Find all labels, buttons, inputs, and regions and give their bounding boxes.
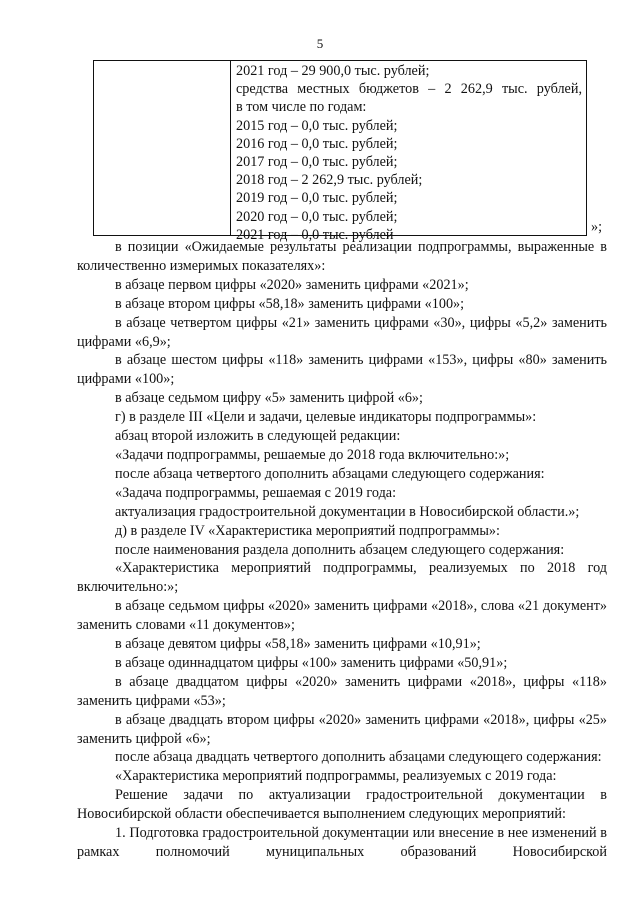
table-column-divider	[230, 61, 231, 235]
financing-table	[93, 60, 587, 243]
paragraph: в абзаце седьмом цифры «2020» заменить цифрами «2018», слова «21 документ» заменить словами «11 документов»;	[77, 598, 607, 634]
paragraph: 1. Подготовка градостроительной документации или внесение в нее изменений в рамках полномочий муниципальных образований Новосибирской	[77, 825, 607, 860]
document-body	[77, 238, 607, 862]
table-line: 2015 год – 0,0 тыс. рублей;	[236, 117, 398, 134]
table-line: 2021 год – 0,0 тыс. рублей	[236, 226, 394, 243]
page-number: 5	[316, 36, 324, 51]
table-cell-content	[236, 62, 582, 244]
paragraph: в абзаце двадцатом цифры «2020» заменить цифрами «2018», цифры «118» заменить цифрами «53»;	[77, 673, 607, 709]
paragraph: д) в разделе IV «Характеристика мероприятий подпрограммы»:	[115, 522, 500, 539]
table-line: 2020 год – 0,0 тыс. рублей;	[236, 208, 398, 225]
table-closing-quote: »;	[591, 219, 603, 235]
paragraph: после абзаца двадцать четвертого дополнить абзацами следующего содержания:	[115, 749, 602, 766]
table-line: 2016 год – 0,0 тыс. рублей;	[236, 135, 398, 152]
paragraph: «Задачи подпрограммы, решаемые до 2018 года включительно:»;	[115, 446, 510, 463]
paragraph: в абзаце двадцать втором цифры «2020» заменить цифрами «2018», цифры «25» заменить цифрой «6»;	[77, 711, 607, 747]
paragraph: в позиции «Ожидаемые результаты реализации подпрограммы, выраженные в количественно измеримых показателях»:	[77, 239, 607, 274]
paragraph: в абзаце девятом цифры «58,18» заменить цифрами «10,91»;	[115, 636, 481, 653]
paragraph: Решение задачи по актуализации градостроительной документации в Новосибирской области обеспечивается выполнением следующих мероприятий:	[77, 787, 607, 823]
paragraph: «Характеристика мероприятий подпрограммы, реализуемых по 2018 год включительно:»;	[77, 560, 607, 596]
table-line: 2019 год – 0,0 тыс. рублей;	[236, 190, 398, 207]
paragraph: после абзаца четвертого дополнить абзацами следующего содержания:	[115, 465, 545, 482]
paragraph: в абзаце седьмом цифру «5» заменить цифрой «6»;	[115, 390, 423, 407]
paragraph: г) в разделе III «Цели и задачи, целевые индикаторы подпрограммы»:	[115, 409, 537, 426]
table-line: 2017 год – 0,0 тыс. рублей;	[236, 153, 398, 170]
paragraph: в абзаце одиннадцатом цифры «100» заменить цифрами «50,91»;	[115, 654, 508, 671]
table-line: 2018 год – 2 262,9 тыс. рублей;	[236, 172, 423, 189]
table-line: в том числе по годам:	[236, 99, 367, 116]
table-line: 2021 год – 29 900,0 тыс. рублей;	[236, 63, 430, 79]
paragraph: «Задача подпрограммы, решаемая с 2019 года:	[115, 484, 397, 501]
paragraph: в абзаце шестом цифры «118» заменить цифрами «153», цифры «80» заменить цифрами «100»;	[77, 352, 607, 388]
paragraph: в абзаце четвертом цифры «21» заменить цифрами «30», цифры «5,2» заменить цифрами «6,9»;	[77, 314, 607, 350]
paragraph: после наименования раздела дополнить абзацем следующего содержания:	[115, 541, 565, 558]
table-line: средства местных бюджетов – 2 262,9 тыс. рублей,	[236, 81, 582, 98]
paragraph: в абзаце первом цифры «2020» заменить цифрами «2021»;	[115, 276, 469, 293]
paragraph: в абзаце втором цифры «58,18» заменить цифрами «100»;	[115, 295, 465, 312]
paragraph: актуализация градостроительной документации в Новосибирской области.»;	[115, 503, 580, 520]
paragraph: «Характеристика мероприятий подпрограммы, реализуемых с 2019 года:	[115, 768, 557, 785]
paragraph: абзац второй изложить в следующей редакции:	[115, 428, 401, 445]
